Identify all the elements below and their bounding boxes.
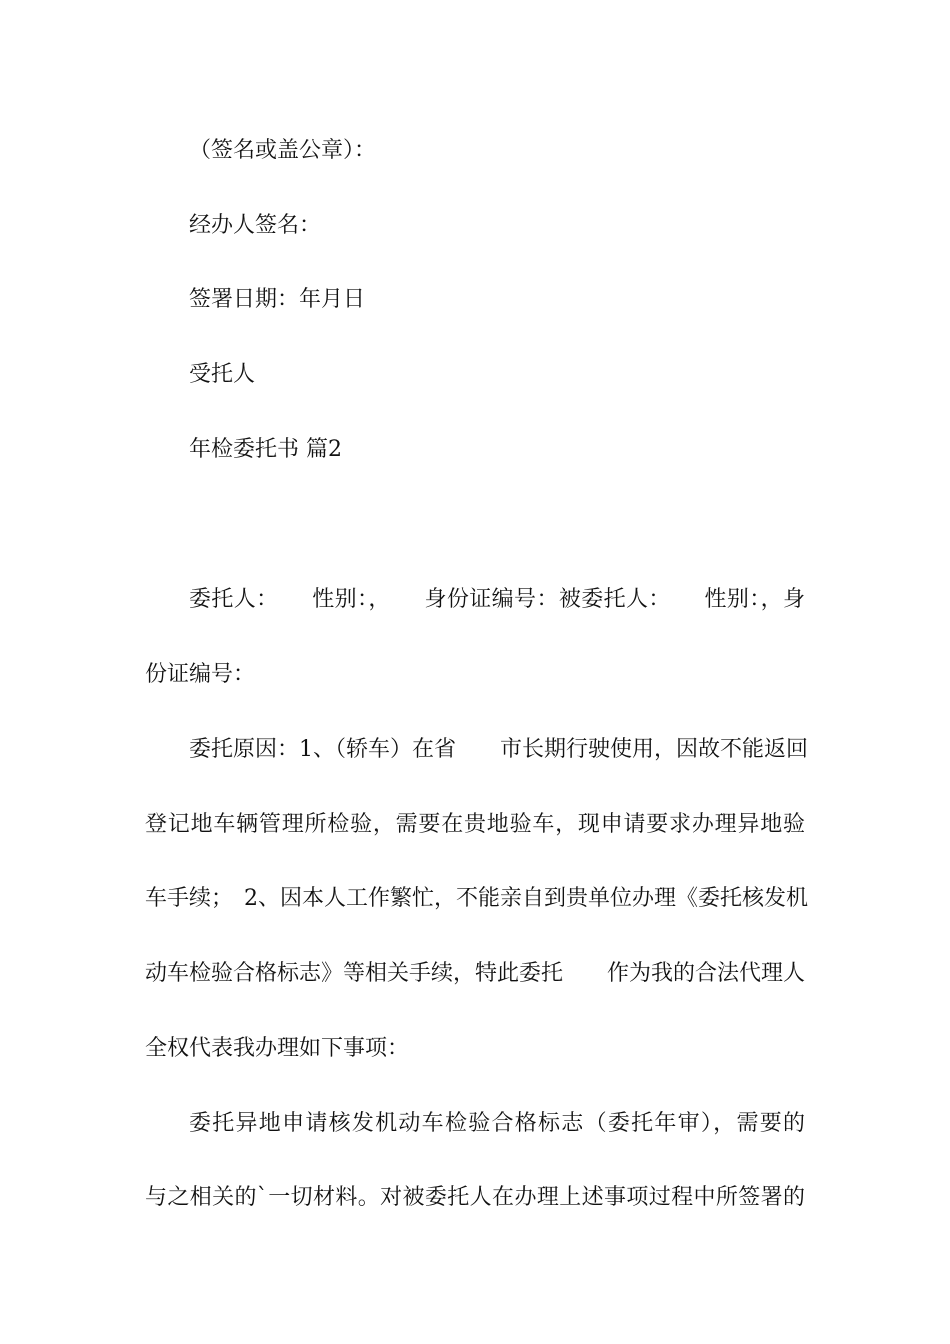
- paragraph-line: 全权代表我办理如下事项：: [145, 1036, 410, 1061]
- signature-seal-line: （签名或盖公章）：: [189, 138, 377, 163]
- signing-date-line: 签署日期：年月日: [189, 287, 366, 312]
- handler-signature-line: 经办人签名：: [189, 213, 322, 238]
- paragraph-line: 委托原因：1、（轿车）在省 市长期行驶使用，因故不能返回: [189, 737, 808, 762]
- section-heading: 年检委托书 篇2: [189, 437, 342, 462]
- paragraph-line: 委托异地申请核发机动车检验合格标志（委托年审），需要的: [189, 1111, 805, 1136]
- paragraph-line: 委托人： 性别：， 身份证编号：被委托人： 性别：，身: [189, 587, 805, 612]
- paragraph-line: 动车检验合格标志》等相关手续，特此委托 作为我的合法代理人: [145, 961, 806, 986]
- trustee-line: 受托人: [189, 362, 256, 387]
- paragraph-line: 登记地车辆管理所检验，需要在贵地验车，现申请要求办理异地验: [145, 812, 805, 837]
- paragraph-line: 车手续； 2、因本人工作繁忙，不能亲自到贵单位办理《委托核发机: [145, 886, 808, 911]
- paragraph-line: 份证编号：: [145, 662, 256, 687]
- paragraph-line: 与之相关的`一切材料。对被委托人在办理上述事项过程中所签署的: [145, 1185, 805, 1210]
